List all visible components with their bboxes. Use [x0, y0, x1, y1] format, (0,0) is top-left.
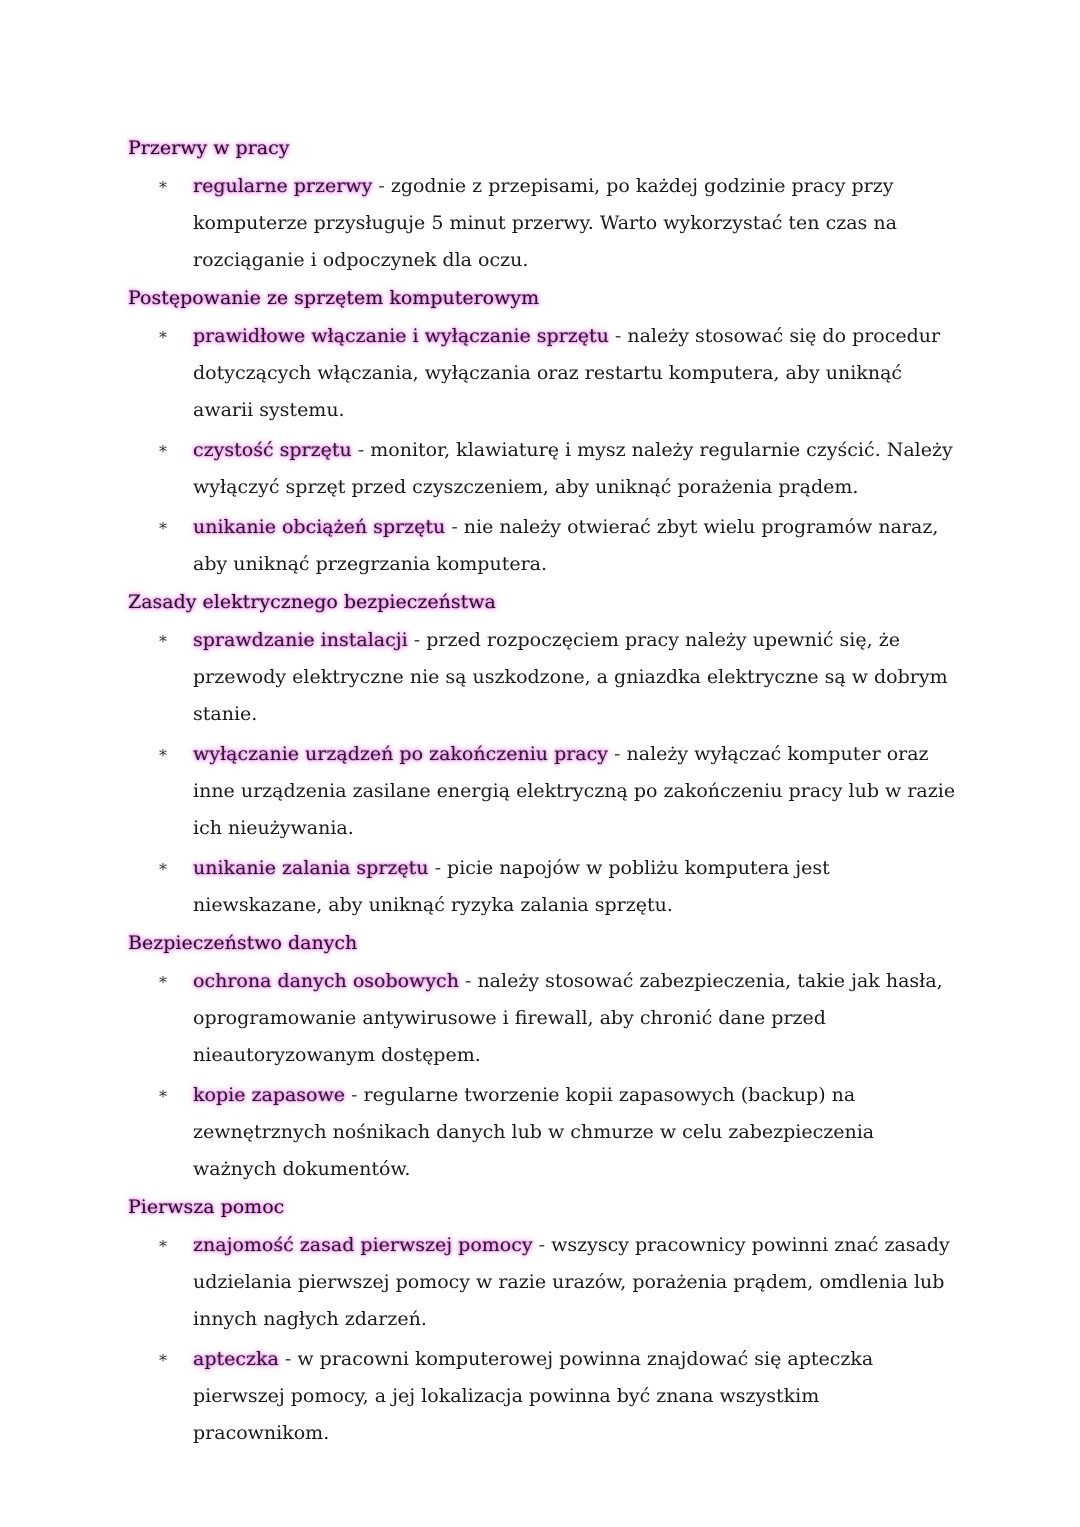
section-electrical — [128, 585, 958, 924]
bullet-icon: * — [159, 442, 167, 461]
item-separator: - — [608, 325, 628, 347]
bullet-icon: * — [159, 519, 167, 538]
bullet-icon: * — [159, 178, 167, 197]
item-text: w pracowni komputerowej powinna znajdować się apteczka pierwszej pomocy, a jej lokalizacja powinna być znana wszystkim pracownikom. — [193, 1348, 874, 1444]
list-item — [128, 622, 958, 733]
section-heading: Zasady elektrycznego bezpieczeństwa — [128, 591, 496, 613]
list-item — [128, 1227, 958, 1338]
bullet-icon: * — [159, 746, 167, 765]
item-separator: - — [445, 516, 464, 538]
item-text: należy stosować się do procedur dotyczących włączania, wyłączania oraz restartu komputera, aby uniknąć awarii systemu. — [193, 325, 941, 421]
section-heading: Pierwsza pomoc — [128, 1196, 285, 1218]
list-item — [128, 432, 958, 506]
list-item — [128, 318, 958, 429]
item-text: picie napojów w pobliżu komputera jest niewskazane, aby uniknąć ryzyka zalania sprzętu. — [193, 857, 830, 916]
bullet-icon: * — [159, 860, 167, 879]
item-text: zgodnie z przepisami, po każdej godzinie pracy przy komputerze przysługuje 5 minut przerwy. Warto wykorzystać ten czas na rozciąganie i odpoczynek dla oczu. — [193, 175, 897, 271]
item-term: regularne przerwy — [193, 175, 373, 197]
list-item — [128, 736, 958, 847]
item-separator: - — [345, 1084, 364, 1106]
section-breaks — [128, 131, 958, 279]
item-separator: - — [407, 629, 427, 651]
item-separator: - — [458, 970, 478, 992]
bullet-icon: * — [159, 632, 167, 651]
item-separator: - — [351, 439, 371, 461]
bullet-icon: * — [159, 1087, 167, 1106]
document-body — [128, 131, 958, 1454]
section-first-aid — [128, 1190, 958, 1452]
section-data-security — [128, 926, 958, 1188]
list-item — [128, 168, 958, 279]
item-separator: - — [608, 743, 627, 765]
list-item — [128, 850, 958, 924]
item-text: nie należy otwierać zbyt wielu programów naraz, aby uniknąć przegrzania komputera. — [193, 516, 939, 575]
item-text: należy wyłączać komputer oraz inne urządzenia zasilane energią elektryczną po zakończeniu pracy lub w razie ich nieużywania. — [193, 743, 956, 839]
item-text: wszyscy pracownicy powinni znać zasady udzielania pierwszej pomocy w razie urazów, porażenia prądem, omdlenia lub innych nagłych zdarzeń. — [193, 1234, 950, 1330]
list-item — [128, 509, 958, 583]
bullet-icon: * — [159, 1237, 167, 1256]
list-item — [128, 1341, 958, 1452]
bullet-icon: * — [159, 1351, 167, 1370]
section-heading: Bezpieczeństwo danych — [128, 932, 358, 954]
bullet-icon: * — [159, 973, 167, 992]
item-term: unikanie obciążeń sprzętu — [193, 516, 446, 538]
item-term: znajomość zasad pierwszej pomocy — [193, 1234, 533, 1256]
section-heading: Przerwy w pracy — [128, 137, 290, 159]
list-item — [128, 963, 958, 1074]
item-term: sprawdzanie instalacji — [193, 629, 408, 651]
item-term: kopie zapasowe — [193, 1084, 345, 1106]
item-text: przed rozpoczęciem pracy należy upewnić się, że przewody elektryczne nie są uszkodzone, a gniazdka elektryczne są w dobrym stanie. — [193, 629, 948, 725]
item-term: prawidłowe włączanie i wyłączanie sprzętu — [193, 325, 609, 347]
section-hardware — [128, 281, 958, 583]
item-term: czystość sprzętu — [193, 439, 352, 461]
item-text: monitor, klawiaturę i mysz należy regularnie czyścić. Należy wyłączyć sprzęt przed czyszczeniem, aby uniknąć porażenia prądem. — [193, 439, 953, 498]
item-term: wyłączanie urządzeń po zakończeniu pracy — [193, 743, 609, 765]
item-separator: - — [532, 1234, 552, 1256]
item-term: unikanie zalania sprzętu — [193, 857, 429, 879]
list-item — [128, 1077, 958, 1188]
item-text: należy stosować zabezpieczenia, takie jak hasła, oprogramowanie antywirusowe i firewall, aby chronić dane przed nieautoryzowanym dostępem. — [193, 970, 943, 1066]
item-separator: - — [278, 1348, 298, 1370]
section-heading: Postępowanie ze sprzętem komputerowym — [128, 287, 540, 309]
item-term: ochrona danych osobowych — [193, 970, 459, 992]
item-text: regularne tworzenie kopii zapasowych (backup) na zewnętrznych nośnikach danych lub w chmurze w celu zabezpieczenia ważnych dokumentów. — [193, 1084, 875, 1180]
item-separator: - — [372, 175, 391, 197]
item-separator: - — [428, 857, 448, 879]
bullet-icon: * — [159, 328, 167, 347]
item-term: apteczka — [193, 1348, 279, 1370]
